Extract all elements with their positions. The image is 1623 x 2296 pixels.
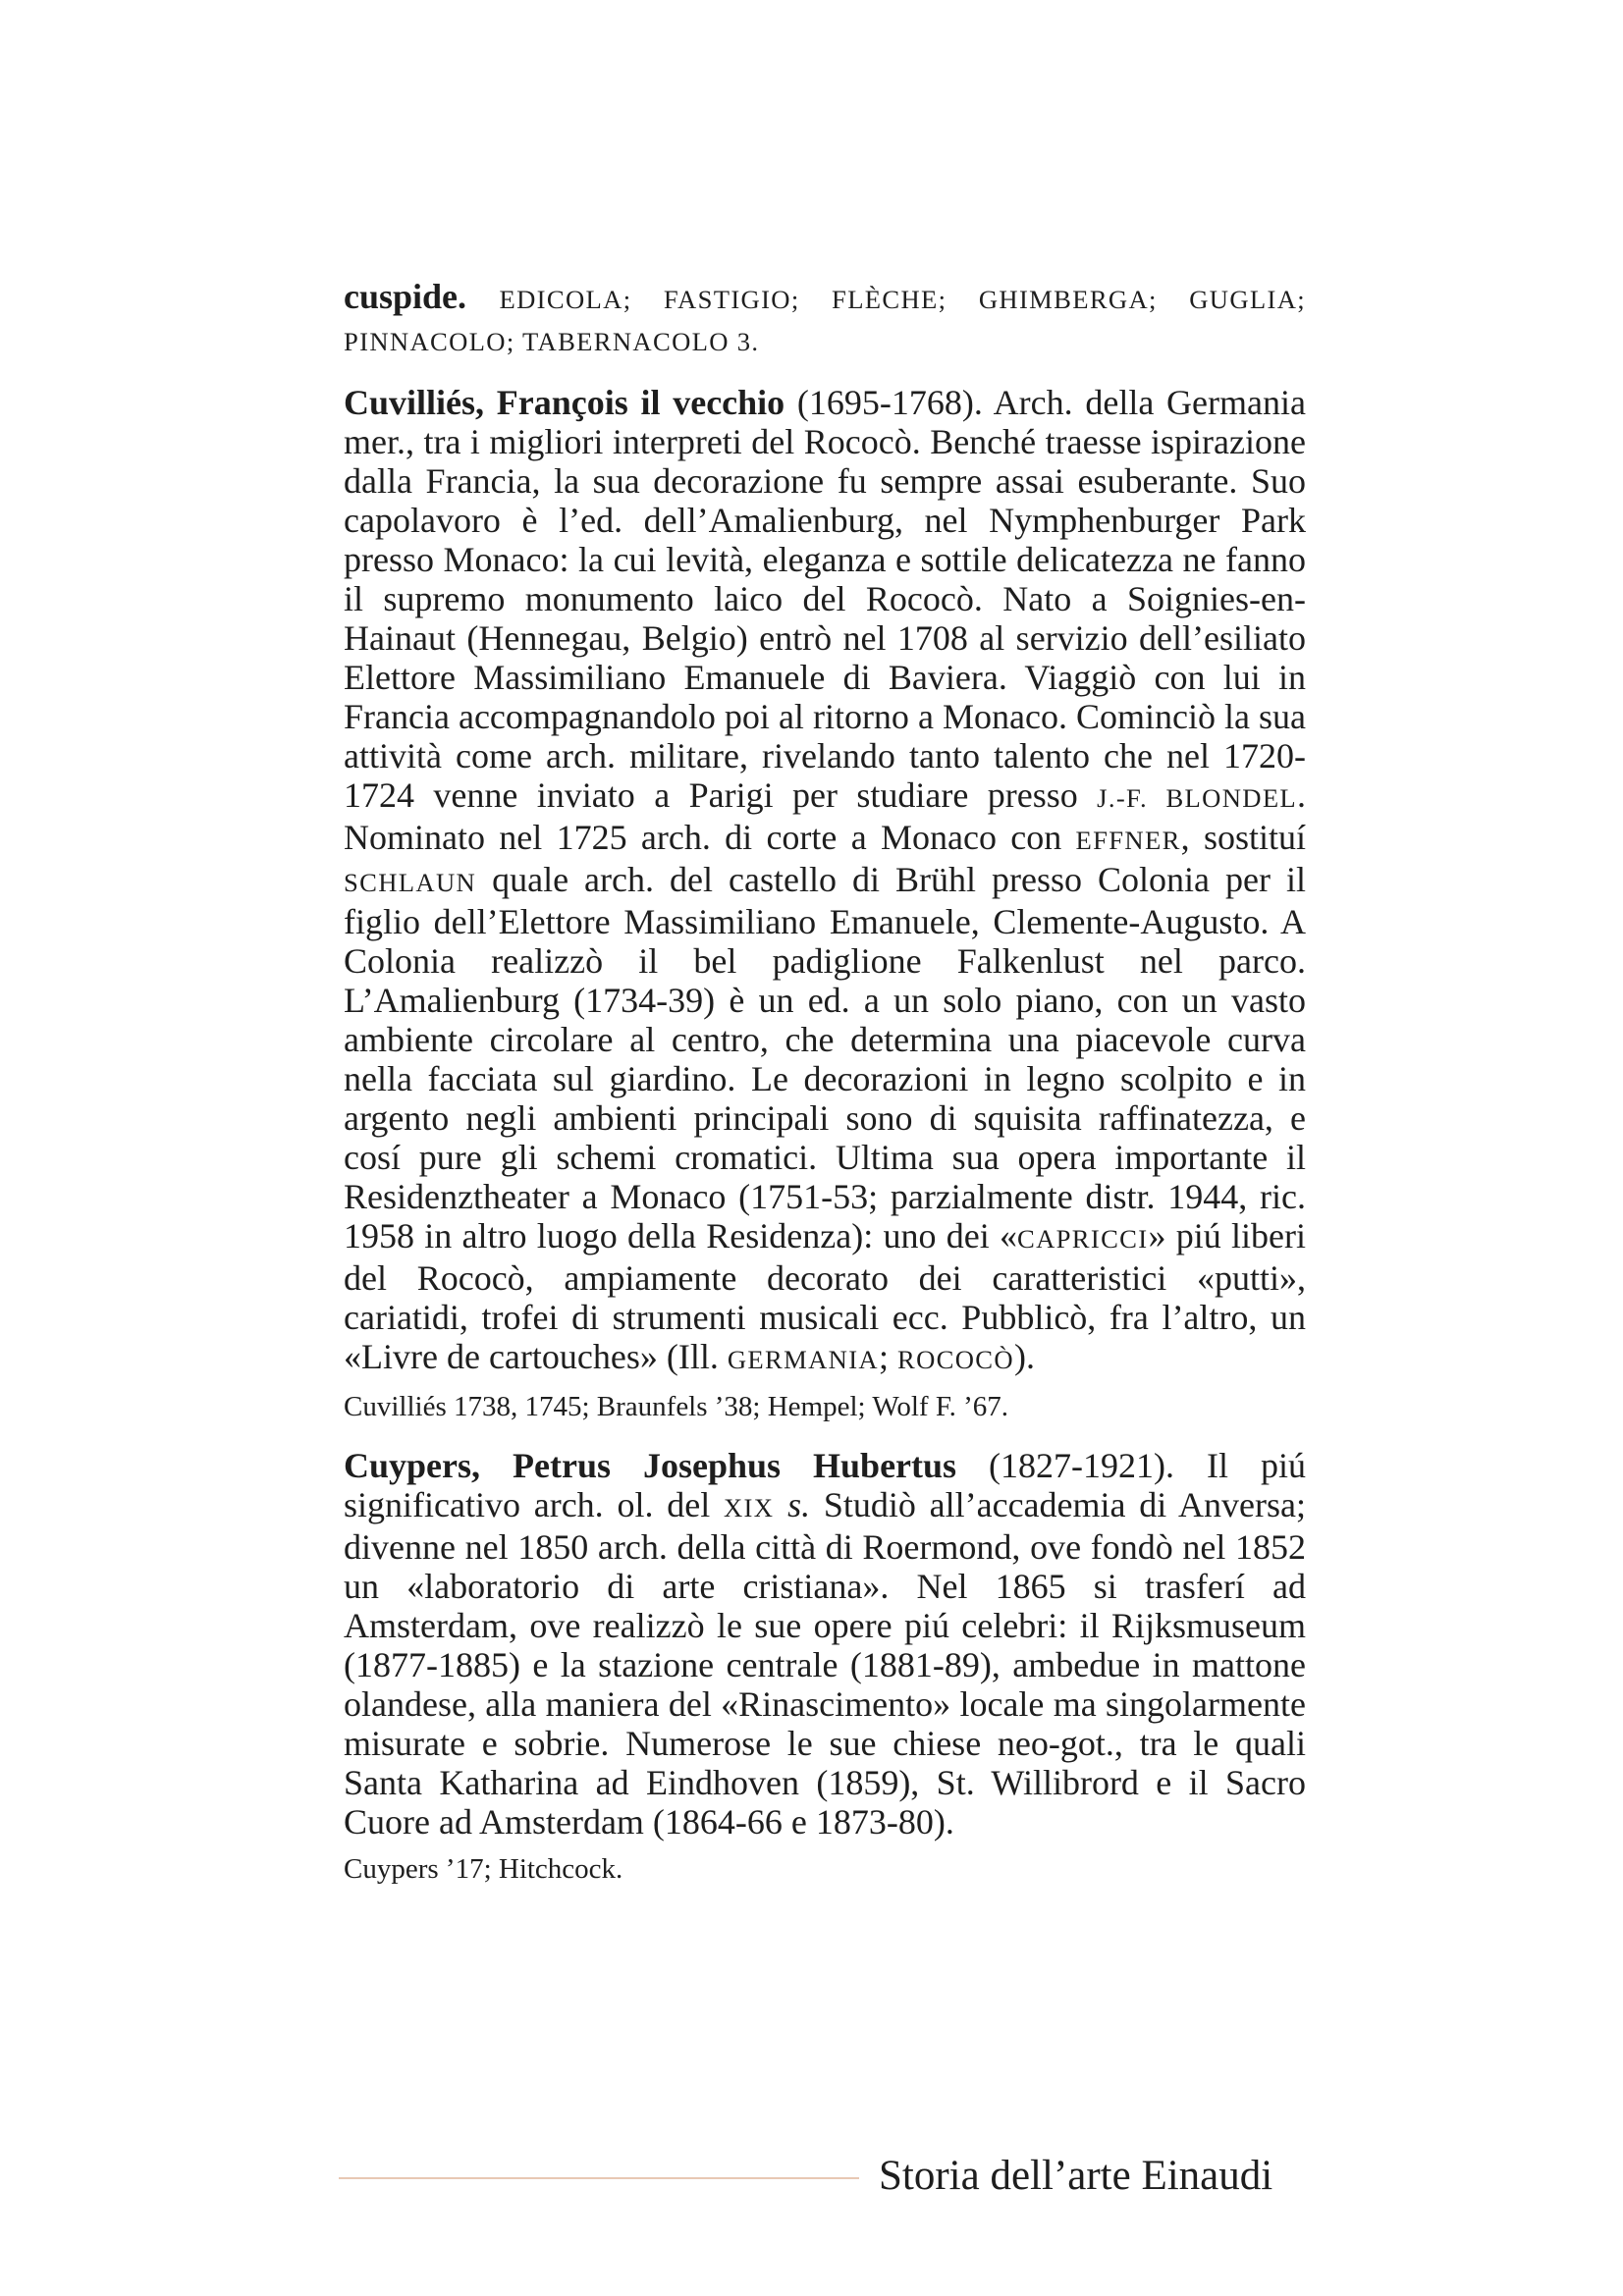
bibliography-refs: Cuypers ’17; Hitchcock. xyxy=(344,1853,623,1885)
footer-title: Storia dell’arte Einaudi xyxy=(879,2153,1273,2199)
entry-cuypers xyxy=(344,1446,1306,1887)
cross-reference: SCHLAUN xyxy=(344,868,477,897)
body-text: (1695-1768). Arch. della Germania mer., tra i migliori interpreti del Rococò. Benché traesse ispirazione dalla Francia, la sua decorazione fu sempre assai esuberante. Suo capolavoro è l’ed. dell’Amalienburg, nel Nymphenburger Park presso Monaco: la cui levità, eleganza e sottile delicatezza ne fanno il supremo monumento laico del Rococò. Nato a Soignies-en-Hainaut (Hennegau, Belgio) entrò nel 1708 al servizio dell’esiliato Elettore Massimiliano Emanuele di Baviera. Viaggiò con lui in Francia accompagnandolo poi al ritorno a Monaco. Cominciò la sua attività come arch. militare, rivelando tanto talento che nel 1720-1724 venne inviato a Parigi per studiare presso xyxy=(344,383,1306,815)
century-numeral: XIX xyxy=(723,1493,775,1522)
entry-cuvillies xyxy=(344,383,1306,1424)
cross-references: EDICOLA; FASTIGIO; FLÈCHE; GHIMBERGA; GUGLIA; PINNACOLO; TABERNACOLO 3. xyxy=(344,285,1307,356)
cross-reference: CAPRICCI xyxy=(1017,1224,1149,1254)
entry-cuspide xyxy=(344,277,1306,361)
entry-text xyxy=(344,1446,1306,1842)
entry-text xyxy=(344,277,1306,361)
body-text: , sostituí xyxy=(1180,818,1307,857)
cross-reference: J.-F. BLONDEL xyxy=(1097,783,1298,813)
cross-reference: ROCOCÒ xyxy=(897,1345,1014,1374)
cross-reference: GERMANIA xyxy=(727,1345,879,1374)
headword: Cuvilliés, François il vecchio xyxy=(344,383,785,422)
body-text: quale arch. del castello di Brühl presso Colonia per il figlio dell’Elettore Massimiliano Emanuele, Clemente-Augusto. A Colonia realizzò il bel padiglione Falkenlust nel parco. L’Amalienburg (1734-39) è un ed. a un solo piano, con un vasto ambiente circolare al centro, che determina una piacevole curva nella facciata sul giardino. Le decorazioni in legno scolpito e in argento negli ambienti principali sono di squisita raffinatezza, e cosí pure gli schemi cromatici. Ultima sua opera importante il Residenztheater a Monaco (1751-53; parzialmente distr. 1944, ric. 1958 in altro luogo della Residenza): uno dei « xyxy=(344,860,1306,1255)
body-text xyxy=(774,1485,787,1524)
century-abbreviation: s. xyxy=(787,1485,811,1524)
headword: cuspide. xyxy=(344,277,467,316)
body-text: . Nominato nel 1725 arch. di corte a Monaco con xyxy=(344,775,1307,857)
body-text: ). xyxy=(1013,1337,1035,1376)
body-text: » piú liberi del Rococò, ampiamente decorato dei caratteristici «putti», cariatidi, trofei di strumenti musicali ecc. Pubblicò, fra l’altro, un «Livre de cartouches» (Ill. xyxy=(344,1216,1306,1376)
headword: Cuypers, Petrus Josephus Hubertus xyxy=(344,1446,957,1485)
cross-reference: EFFNER xyxy=(1075,826,1181,855)
bibliography-refs: Cuvilliés 1738, 1745; Braunfels ’38; Hempel; Wolf F. ’67. xyxy=(344,1391,1009,1422)
body-text: (1827-1921). Il piú significativo arch. ol. del xyxy=(344,1446,1306,1524)
body-text: Studiò all’accademia di Anversa; divenne nel 1850 arch. della città di Roermond, ove fondò nel 1852 un «laboratorio di arte cristiana». Nel 1865 si trasferí ad Amsterdam, ove realizzò le sue opere piú celebri: il Rijksmuseum (1877-1885) e la stazione centrale (1881-89), ambedue in mattone olandese, alla maniera del «Rinascimento» locale ma singolarmente misurate e sobrie. Numerose le sue chiese neo-got., tra le quali Santa Katharina ad Eindhoven (1859), St. Willibrord e il Sacro Cuore ad Amsterdam (1864-66 e 1873-80). xyxy=(344,1485,1307,1842)
entry-text xyxy=(344,383,1306,1379)
page-body xyxy=(344,277,1306,1908)
footer-rule xyxy=(339,2177,859,2179)
body-text: ; xyxy=(878,1337,897,1376)
